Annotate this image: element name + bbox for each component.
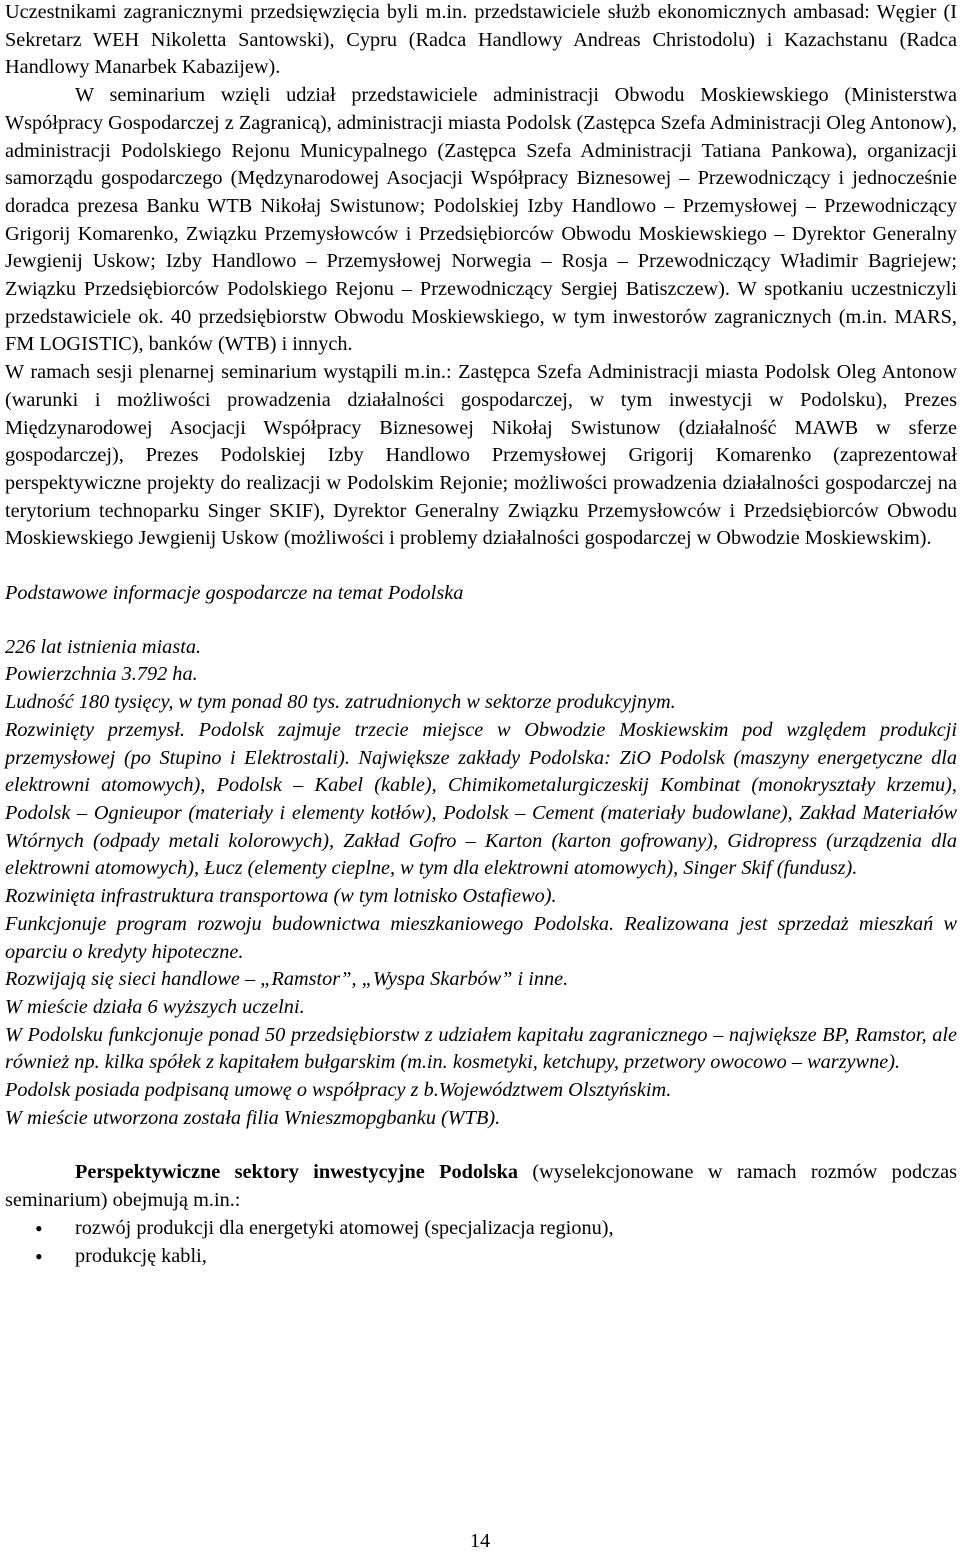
- sectors-list: [5, 1215, 957, 1270]
- facts-list: [5, 634, 957, 1133]
- sectors-intro: [5, 1159, 957, 1214]
- sector-bullet: • rozwój produkcji dla energetyki atomowej (specjalizacja regionu),: [5, 1215, 957, 1243]
- sectors-intro-text: (wyselekcjonowane w ramach rozmów podczas seminarium) obejmują m.in.:: [5, 1161, 957, 1212]
- fact-item: Ludność 180 tysięcy, w tym ponad 80 tys. zatrudnionych w sektorze produkcyjnym.: [5, 691, 676, 714]
- page-number: 14: [469, 1530, 491, 1552]
- sector-bullet: • produkcję kabli,: [5, 1243, 957, 1271]
- fact-item: Rozwinięta infrastruktura transportowa (w tym lotnisko Ostafiewo).: [5, 885, 557, 908]
- fact-item: W mieście utworzona została filia Wnieszторgbanku (WTB).: [5, 1106, 501, 1129]
- paragraph-foreign-participants: Uczestnikami zagranicznymi przedsięwzięcia byli m.in. przedstawiciele służb ekonomicznych ambasad: Węgier (I Sekretarz WEH Nikoletta Santowski), Cypru (Radca Handlowy Andreas Christodolu) i Kazachstanu (Radca Handlowy Manarbek Kabazijew).: [5, 1, 957, 79]
- fact-item: Powierzchnia 3.792 ha.: [5, 663, 198, 686]
- fact-item: 226 lat istnienia miasta.: [5, 635, 202, 658]
- fact-item: W mieście działa 6 wyższych uczelni.: [5, 995, 305, 1018]
- section-heading: Podstawowe informacje gospodarcze na temat Podolska: [5, 582, 464, 605]
- sectors-heading: Perspektywiczne sektory inwestycyjne Podolska: [75, 1161, 519, 1184]
- paragraph-plenary-session: W ramach sesji plenarnej seminarium wystąpili m.in.: Zastępca Szefa Administracji miasta Podolsk Oleg Antonow (warunki i możliwości prowadzenia działalności gospodarczej, w tym inwestycji w Podolsku), Prezes Międzynarodowej Asocjacji Współpracy Biznesowej Nikołaj Swistunow (działalność MAWB w sferze gospodarczej), Prezes Podolskiej Izby Handlowo Przemysłowej Grigorij Komarenko (zaprezentował perspektywiczne projekty do realizacji w Podolskim Rejonie; możliwości prowadzenia działalności gospodarczej na terytorium technoparku Singer SKIF), Dyrektor Generalny Związku Przemysłowców i Przedsiębiorców Obwodu Moskiewskiego Jewgienij Uskow (możliwości i problemy działalności gospodarczej w Obwodzie Moskiewskim).: [5, 361, 957, 550]
- paragraph-seminar-participants: W seminarium wzięli udział przedstawiciele administracji Obwodu Moskiewskiego (Ministerstwa Współpracy Gospodarczej z Zagranicą), administracji miasta Podolsk (Zastępca Szefa Administracji Oleg Antonow), administracji Podolskiego Rejonu Municypalnego (Zastępca Szefa Administracji Tatiana Pankowa), organizacji samorządu gospodarczego (Mędzynarodowej Asocjacji Współpracy Biznesowej – Przewodniczący i jednocześnie doradca prezesa Banku WTB Nikołaj Swistunow; Podolskiej Izby Handlowo – Przemysłowej – Przewodniczący Grigorij Komarenko, Związku Przemysłowców i Przedsiębiorców Obwodu Moskiewskiego – Dyrektor Generalny Jewgienij Uskow; Izby Handlowo – Przemysłowej Norwegia – Rosja – Przewodniczący Władimir Bagriejew; Związku Przedsiębiorców Podolskiego Rejonu – Przewodniczący Sergiej Batiszczew). W spotkaniu uczestniczyli przedstawiciele ok. 40 przedsiębiorstw Obwodu Moskiewskiego, w tym inwestorów zagranicznych (m.in. MARS, FM LOGISTIC), banków (WTB) i innych.: [5, 84, 957, 356]
- fact-item: Rozwinięty przemysł. Podolsk zajmuje trzecie miejsce w Obwodzie Moskiewskim pod względem produkcji przemysłowej (po Stupino i Elektrostali). Największe zakłady Podolska: ZiO Podolsk (maszyny energetyczne dla elektrowni atomowych), Podolsk – Kabel (kable), Chimikometalurgiczeskij Kombinat (monokryształy krzemu), Podolsk – Ognieupor (materiały i elementy kotłów), Podolsk – Cement (materiały budowlane), Zakład Materiałów Wtórnych (odpady metali kolorowych), Zakład Gofro – Karton (karton gofrowany), Gidropress (urządzenia dla elektrowni atomowych), Łucz (elementy cieplne, w tym dla elektrowni atomowych), Singer Skif (fundusz).: [5, 718, 957, 880]
- fact-item: Funkcjonuje program rozwoju budownictwa mieszkaniowego Podolska. Realizowana jest sprzedaż mieszkań w oparciu o kredyty hipoteczne.: [5, 912, 957, 963]
- document-page: [5, 0, 957, 1270]
- fact-item: W Podolsku funkcjonuje ponad 50 przedsiębiorstw z udziałem kapitału zagranicznego – największe BP, Ramstor, ale również np. kilka spółek z kapitałem bułgarskim (m.in. kosmetyki, ketchupy, przetwory owocowo – warzywne).: [5, 1023, 957, 1074]
- fact-item: Podolsk posiada podpisaną umowę o współpracy z b.Województwem Olsztyńskim.: [5, 1079, 672, 1102]
- fact-item: Rozwijają się sieci handlowe – „Ramstor”, „Wyspa Skarbów” i inne.: [5, 968, 569, 991]
